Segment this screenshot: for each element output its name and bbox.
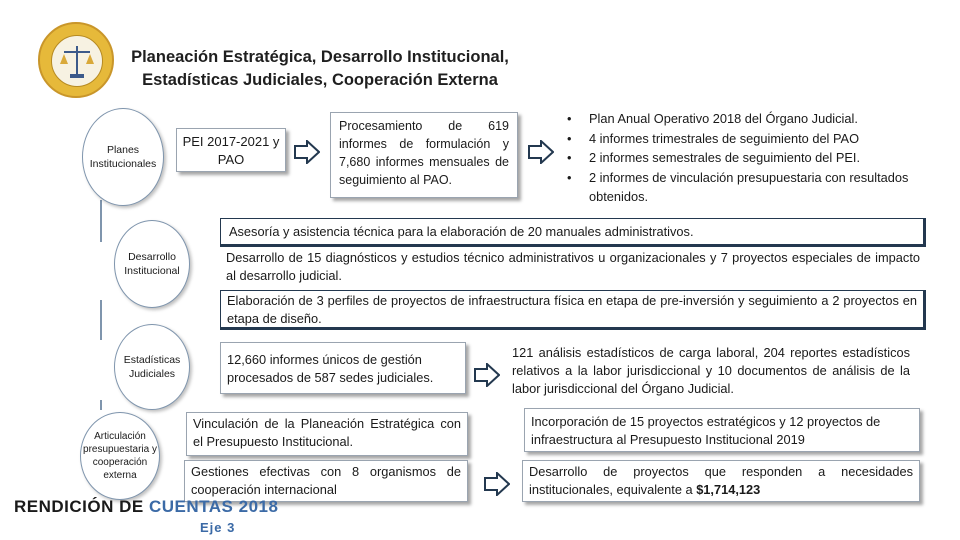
footer-rendicion: RENDICIÓN DE xyxy=(14,497,149,516)
bullet-item: • 2 informes semestrales de seguimiento del PEI. xyxy=(564,148,914,168)
circle-label: Planes Institucionales xyxy=(89,144,157,170)
procesamiento-box xyxy=(330,112,518,198)
title-line-1: Planeación Estratégica, Desarrollo Institucional, xyxy=(131,48,509,66)
analisis-box xyxy=(508,342,914,400)
rendicion-de-cuentas-logo xyxy=(14,497,278,517)
footer-year: 2018 xyxy=(238,497,279,516)
organo-judicial-logo xyxy=(38,22,114,98)
incorporacion-box xyxy=(524,408,920,452)
pei-box xyxy=(176,128,286,172)
title-line-2: Estadísticas Judiciales, Cooperación Externa xyxy=(142,71,498,89)
analisis-text: 121 análisis estadísticos de carga laboral, 204 reportes estadísticos relativos a la labor jurisdiccional y 10 documentos de análisis de la labor jurisdiccional del Órgano Judicial. xyxy=(512,345,910,396)
bullet-item: • 4 informes trimestrales de seguimiento del PAO xyxy=(564,129,914,149)
bullet-item: • Plan Anual Operativo 2018 del Órgano Judicial. xyxy=(564,109,914,129)
perfiles-box xyxy=(220,290,926,330)
vinculacion-box xyxy=(186,412,468,456)
perfiles-text: Elaboración de 3 perfiles de proyectos de infraestructura física en etapa de pre-inversión y seguimiento a 2 proyectos en etapa de diseño. xyxy=(227,293,917,326)
plan-bullets xyxy=(564,109,914,205)
circle-planes-institucionales xyxy=(82,108,164,206)
gestiones-text: Gestiones efectivas con 8 organismos de cooperación internacional xyxy=(191,464,461,497)
incorporacion-text: Incorporación de 15 proyectos estratégicos y 12 proyectos de infraestructura al Presupuesto Institucional 2019 xyxy=(531,414,881,447)
asesoria-text: Asesoría y asistencia técnica para la elaboración de 20 manuales administrativos. xyxy=(229,224,694,239)
connector-line xyxy=(100,200,102,242)
right-arrow-icon xyxy=(474,363,500,387)
proyectos-box xyxy=(522,460,920,502)
vinculacion-text: Vinculación de la Planeación Estratégica con el Presupuesto Institucional. xyxy=(193,416,461,449)
right-arrow-icon xyxy=(484,472,510,496)
asesoria-box xyxy=(220,218,926,247)
pei-text: PEI 2017-2021 y PAO xyxy=(182,134,280,167)
procesamiento-text: Procesamiento de 619 informes de formulación y 7,680 informes mensuales de seguimiento al PAO. xyxy=(339,119,509,187)
circle-label: Desarrollo Institucional xyxy=(124,251,180,277)
footer-cuentas: CUENTAS xyxy=(148,497,234,516)
gestiones-box xyxy=(184,460,468,502)
page-title xyxy=(110,46,530,92)
informes-text: 12,660 informes únicos de gestión procesados de 587 sedes judiciales. xyxy=(227,352,434,385)
scales-emblem-icon xyxy=(51,35,103,87)
bullet-item: • 2 informes de vinculación presupuestaria con resultados obtenidos. xyxy=(564,168,914,207)
circle-articulacion-presupuestaria xyxy=(80,412,160,500)
right-arrow-icon xyxy=(294,140,320,164)
diagnosticos-box xyxy=(220,247,926,289)
proyectos-amount: $1,714,123 xyxy=(696,482,761,497)
proyectos-text: Desarrollo de proyectos que responden a necesidades institucionales, equivalente a xyxy=(529,464,913,497)
circle-label: Estadísticas Judiciales xyxy=(123,354,181,380)
diagnosticos-text: Desarrollo de 15 diagnósticos y estudios técnico administrativos u organizacionales y 7 proyectos especiales de impacto al desarrollo judicial. xyxy=(226,250,920,283)
right-arrow-icon xyxy=(528,140,554,164)
informes-box xyxy=(220,342,466,394)
connector-line xyxy=(100,400,102,410)
circle-estadisticas-judiciales xyxy=(114,324,190,410)
circle-label: Articulación presupuestaria y cooperación externa xyxy=(83,431,157,481)
circle-desarrollo-institucional xyxy=(114,220,190,308)
eje-label: Eje 3 xyxy=(200,520,236,535)
connector-line xyxy=(100,300,102,340)
